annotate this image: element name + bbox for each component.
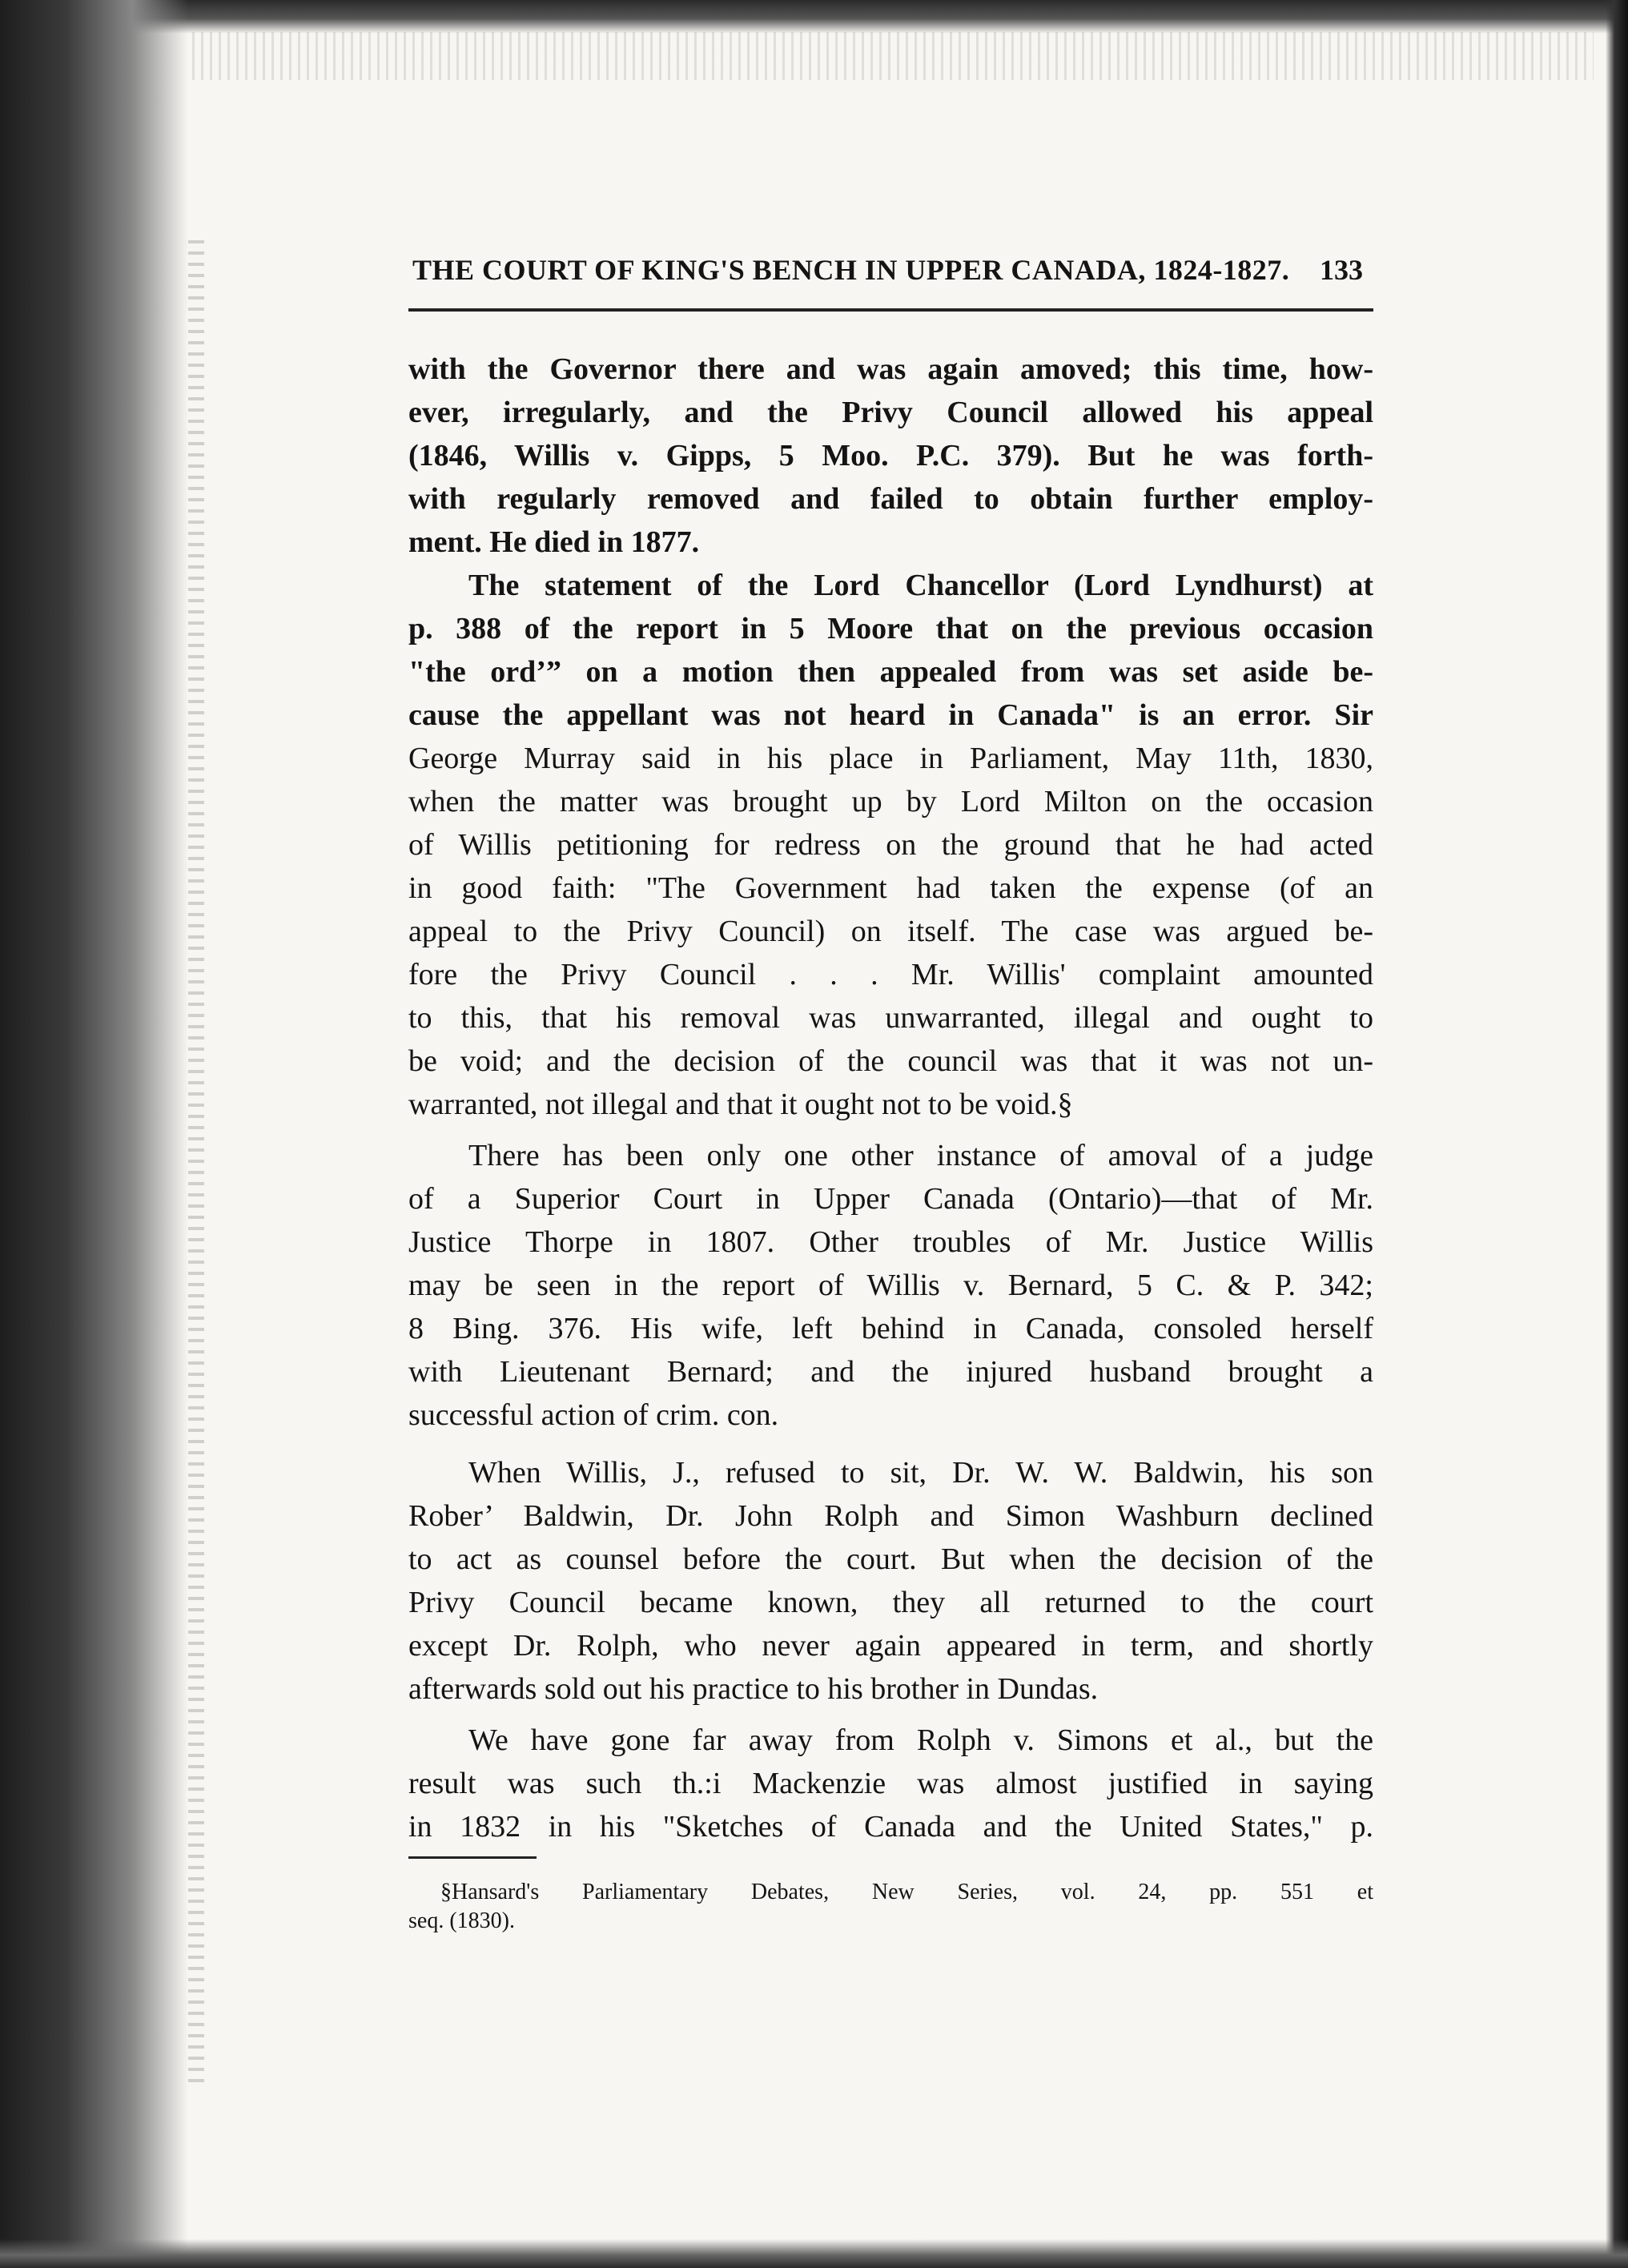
scan-edge-bottom xyxy=(0,2239,1628,2268)
text-line: be void; and the decision of the council was that it was not un- xyxy=(408,1044,1373,1078)
text-line: There has been only one other instance of amoval of a judge xyxy=(468,1139,1373,1172)
text-line: ment. He died in 1877. xyxy=(408,525,700,559)
text-line: successful action of crim. con. xyxy=(408,1398,779,1432)
footnote-line: §Hansard's Parliamentary Debates, New Series, vol. 24, pp. 551 et xyxy=(440,1880,1373,1904)
text-line: to this, that his removal was unwarranted, illegal and ought to xyxy=(408,1001,1373,1035)
text-line: Privy Council became known, they all returned to the court xyxy=(408,1586,1373,1619)
text-line: when the matter was brought up by Lord Milton on the occasion xyxy=(408,785,1373,818)
scan-edge-right xyxy=(1606,0,1628,2268)
text-line: in good faith: "The Government had taken the expense (of an xyxy=(408,871,1373,905)
text-line: George Murray said in his place in Parliament, May 11th, 1830, xyxy=(408,742,1373,775)
footnote-rule xyxy=(408,1856,537,1859)
text-line: Justice Thorpe in 1807. Other troubles of Mr. Justice Willis xyxy=(408,1225,1373,1259)
text-line: with regularly removed and failed to obtain further employ- xyxy=(408,482,1373,516)
text-line: The statement of the Lord Chancellor (Lord Lyndhurst) at xyxy=(468,569,1373,602)
header-rule xyxy=(408,308,1373,312)
text-line: p. 388 of the report in 5 Moore that on the previous occasion xyxy=(408,612,1373,645)
text-line: afterwards sold out his practice to his brother in Dundas. xyxy=(408,1672,1099,1706)
footnote-line: seq. (1830). xyxy=(408,1908,515,1933)
text-line: to act as counsel before the court. But when the decision of the xyxy=(408,1542,1373,1576)
text-line: with Lieutenant Bernard; and the injured husband brought a xyxy=(408,1355,1373,1389)
scan-noise-top xyxy=(192,32,1594,80)
text-line: appeal to the Privy Council) on itself. The case was argued be- xyxy=(408,915,1373,948)
text-line: in 1832 in his "Sketches of Canada and the United States," p. xyxy=(408,1810,1373,1844)
text-line: When Willis, J., refused to sit, Dr. W. W. Baldwin, his son xyxy=(468,1456,1373,1490)
text-line: ever, irregularly, and the Privy Council allowed his appeal xyxy=(408,396,1373,429)
text-line: may be seen in the report of Willis v. Bernard, 5 C. & P. 342; xyxy=(408,1269,1373,1302)
text-line: warranted, not illegal and that it ought not to be void.§ xyxy=(408,1088,1073,1121)
text-line: except Dr. Rolph, who never again appeared in term, and shortly xyxy=(408,1629,1373,1663)
text-line: We have gone far away from Rolph v. Simons et al., but the xyxy=(468,1723,1373,1757)
text-line: (1846, Willis v. Gipps, 5 Moo. P.C. 379). But he was forth- xyxy=(408,439,1373,472)
page-number: 133 xyxy=(1320,254,1363,286)
scan-noise-left xyxy=(188,240,204,2082)
text-line: result was such th.:i Mackenzie was almost justified in saying xyxy=(408,1767,1373,1800)
text-line: fore the Privy Council . . . Mr. Willis' complaint amounted xyxy=(408,958,1373,991)
scan-edge-left xyxy=(0,0,188,2268)
text-line: "the ord’” on a motion then appealed from was set aside be- xyxy=(408,655,1373,689)
running-head: THE COURT OF KING'S BENCH IN UPPER CANADA, 1824-1827. xyxy=(412,254,1290,286)
text-line: 8 Bing. 376. His wife, left behind in Canada, consoled herself xyxy=(408,1312,1373,1345)
text-line: with the Governor there and was again amoved; this time, how- xyxy=(408,352,1373,386)
scan-edge-top xyxy=(0,0,1628,34)
text-line: of a Superior Court in Upper Canada (Ontario)—that of Mr. xyxy=(408,1182,1373,1216)
text-line: cause the appellant was not heard in Canada" is an error. Sir xyxy=(408,698,1373,732)
text-line: Rober’ Baldwin, Dr. John Rolph and Simon Washburn declined xyxy=(408,1499,1373,1533)
text-line: of Willis petitioning for redress on the ground that he had acted xyxy=(408,828,1373,862)
